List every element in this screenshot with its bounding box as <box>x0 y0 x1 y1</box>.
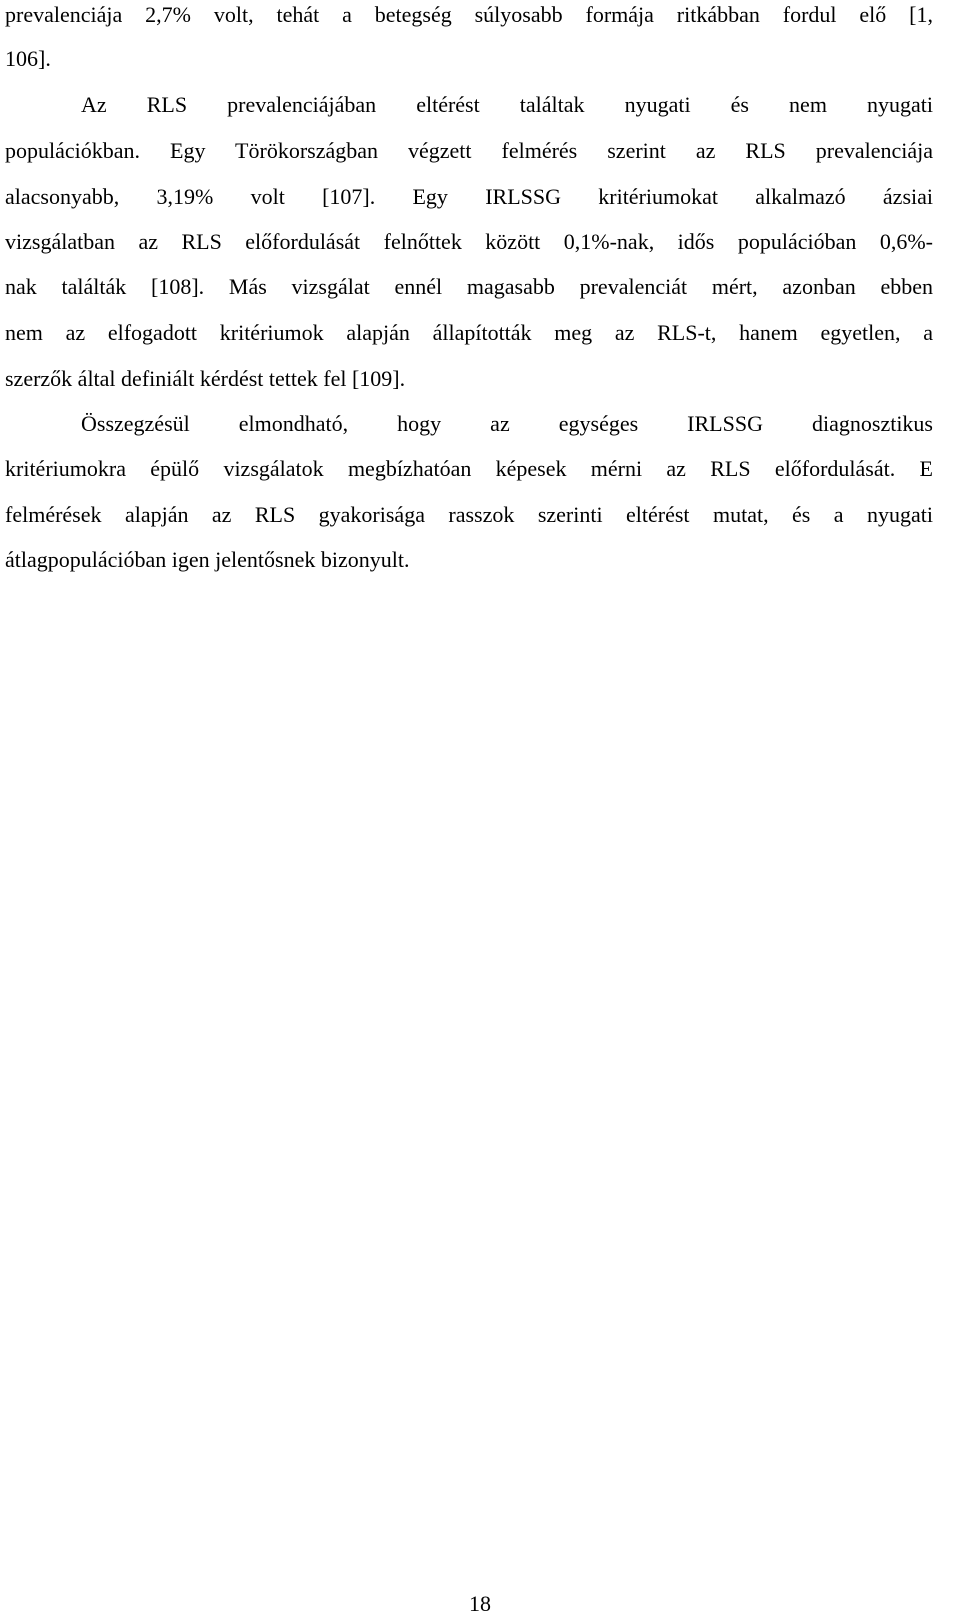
paragraph-start-line: Összegzésül elmondható, hogy az egységes IRLSSG diagnosztikus <box>81 411 933 436</box>
text-line: átlagpopulációban igen jelentősnek bizonyult. <box>5 547 410 572</box>
text-line: felmérések alapján az RLS gyakorisága rasszok szerinti eltérést mutat, és a nyugati <box>5 502 933 527</box>
paragraph-start-line: Az RLS prevalenciájában eltérést találtak nyugati és nem nyugati <box>81 92 933 117</box>
page-number: 18 <box>469 1591 491 1616</box>
text-line: kritériumokra épülő vizsgálatok megbízhatóan képesek mérni az RLS előfordulását. E <box>5 456 933 481</box>
text-line: prevalenciája 2,7% volt, tehát a betegség súlyosabb formája ritkábban fordul elő [1, <box>5 2 933 27</box>
text-line: alacsonyabb, 3,19% volt [107]. Egy IRLSSG kritériumokat alkalmazó ázsiai <box>5 184 933 209</box>
text-line: nem az elfogadott kritériumok alapján állapították meg az RLS-t, hanem egyetlen, a <box>5 320 933 345</box>
text-line: szerzők által definiált kérdést tettek fel [109]. <box>5 366 406 391</box>
text-line: 106]. <box>5 46 51 71</box>
text-line: nak találták [108]. Más vizsgálat ennél magasabb prevalenciát mért, azonban ebben <box>5 274 933 299</box>
text-line: populációkban. Egy Törökországban végzett felmérés szerint az RLS prevalenciája <box>5 138 933 163</box>
text-line: vizsgálatban az RLS előfordulását felnőttek között 0,1%-nak, idős populációban 0,6%- <box>5 229 933 254</box>
